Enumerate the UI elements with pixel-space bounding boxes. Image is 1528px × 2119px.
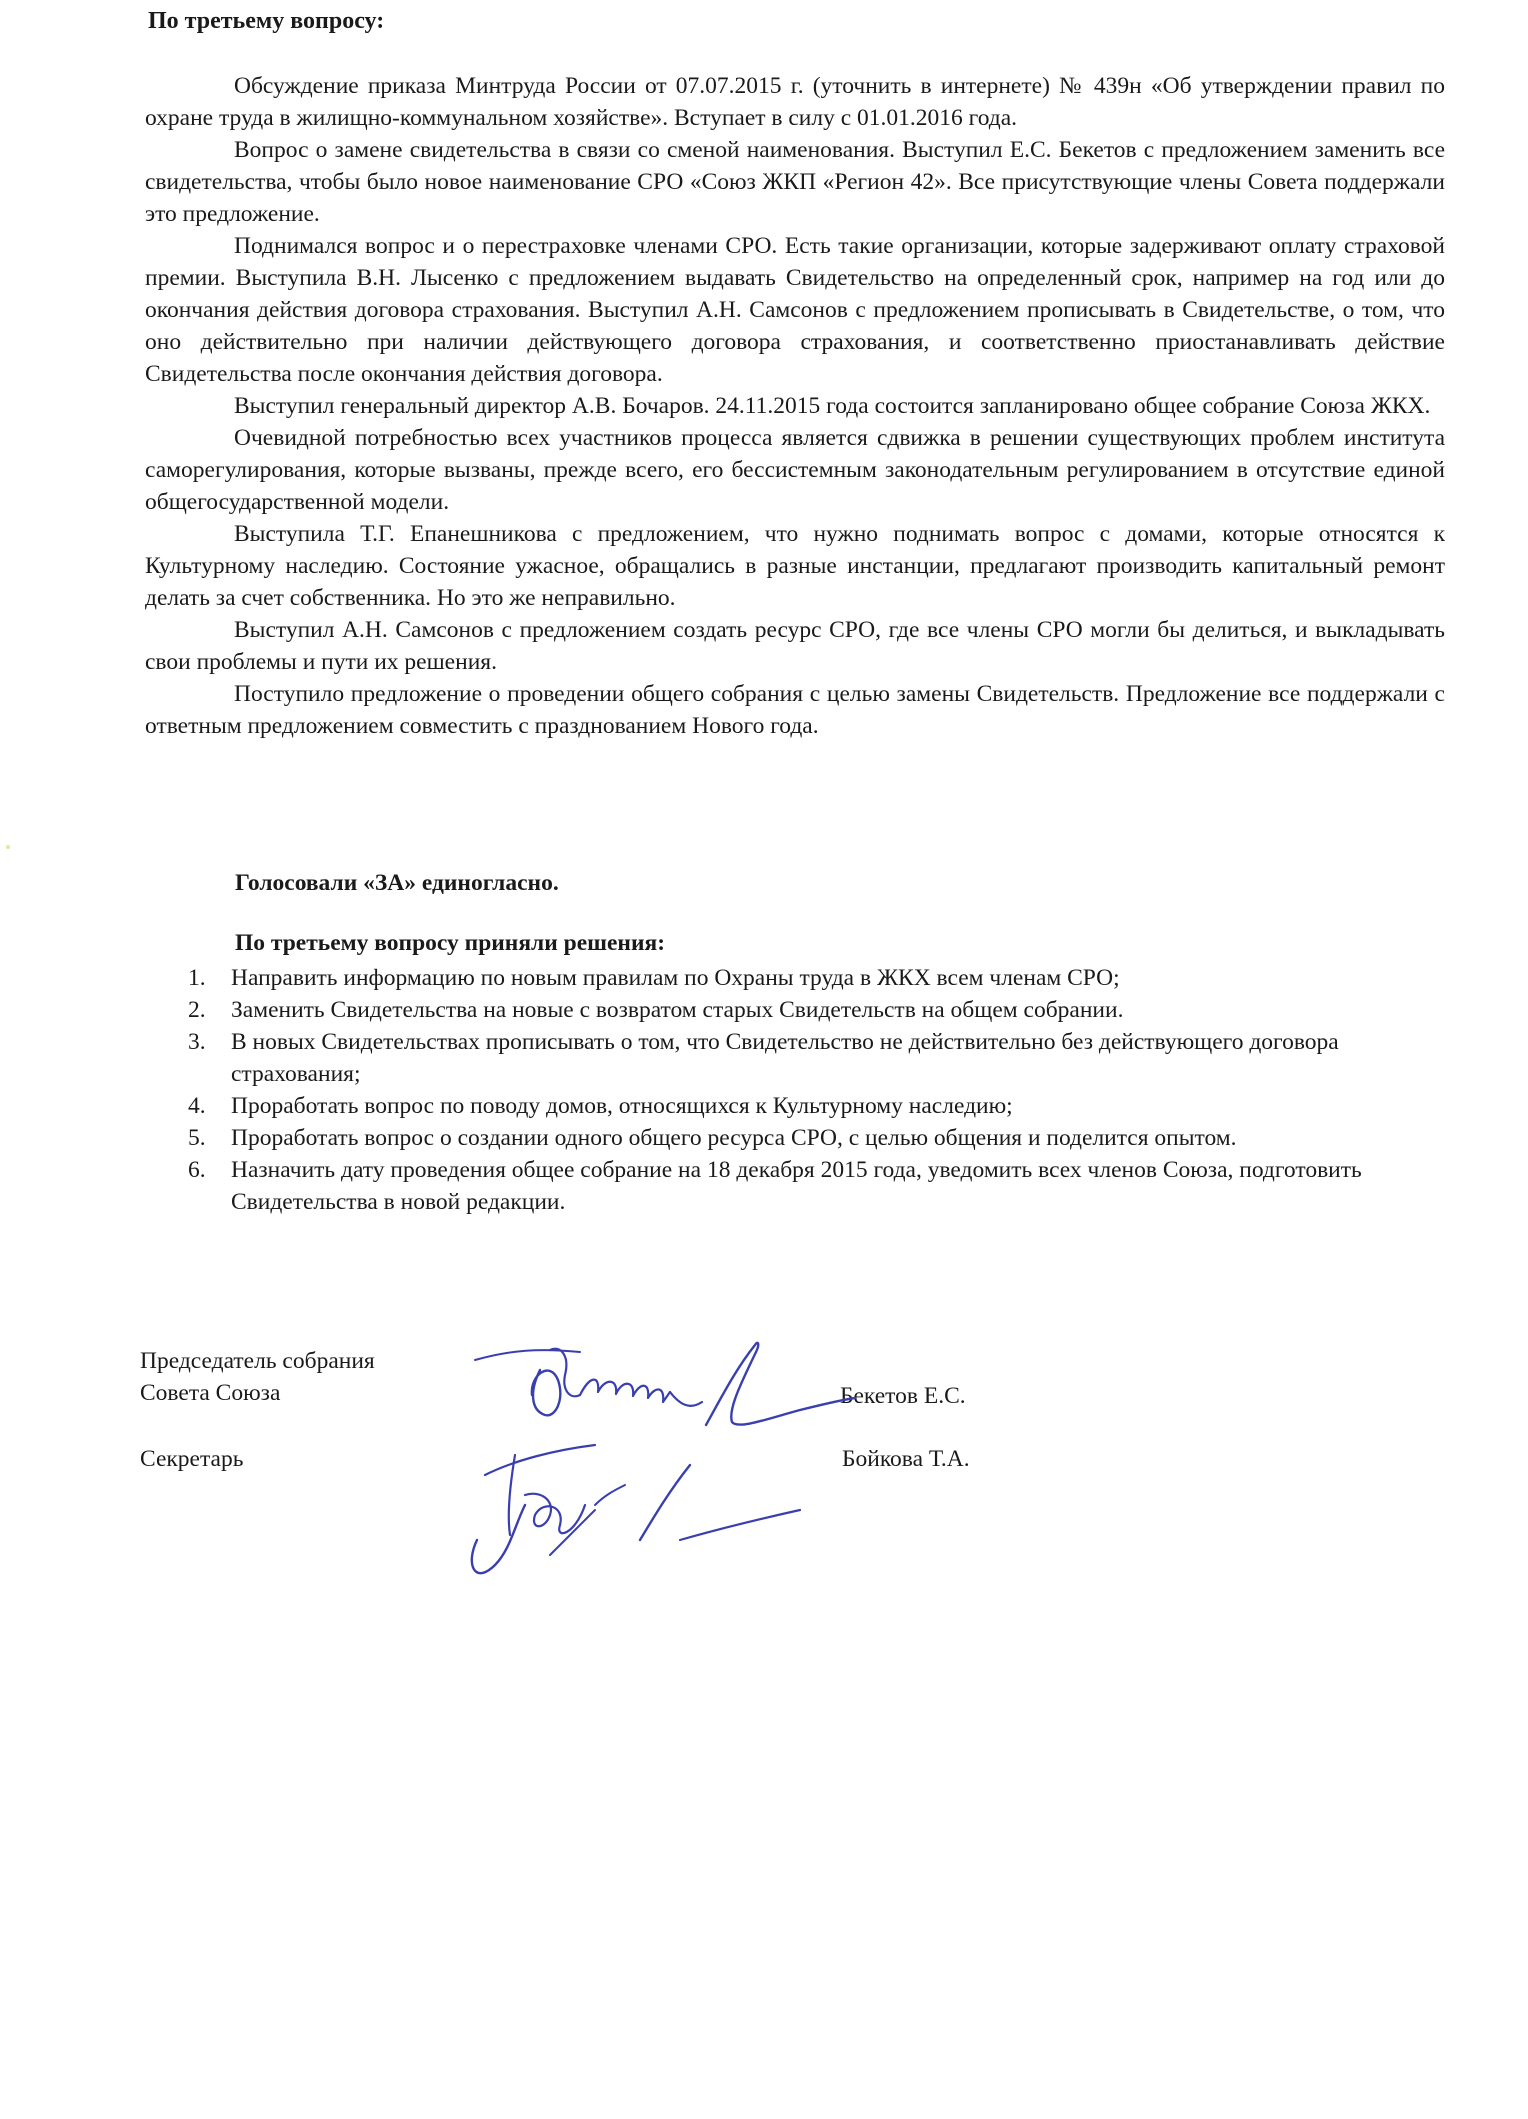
vote-result: Голосовали «ЗА» единогласно. bbox=[235, 870, 559, 896]
decision-number: 1. bbox=[188, 965, 206, 991]
decision-item bbox=[188, 962, 1448, 994]
decision-text: Назначить дату проведения общее собрание на 18 декабря 2015 года, уведомить всех членов Союза, подготовить Свидетельства в новой редакции. bbox=[231, 1157, 1362, 1215]
decision-item bbox=[188, 1154, 1448, 1218]
decision-item bbox=[188, 1026, 1448, 1090]
secretary-name: Бойкова Т.А. bbox=[842, 1446, 970, 1472]
decision-text: Направить информацию по новым правилам по Охраны труда в ЖКХ всем членам СРО; bbox=[231, 965, 1120, 991]
scan-speck bbox=[6, 845, 10, 849]
decision-number: 6. bbox=[188, 1157, 206, 1183]
decision-number: 4. bbox=[188, 1093, 206, 1119]
decision-item bbox=[188, 994, 1448, 1026]
decision-number: 2. bbox=[188, 997, 206, 1023]
chair-name: Бекетов Е.С. bbox=[840, 1383, 966, 1409]
paragraph: Вопрос о замене свидетельства в связи со сменой наименования. Выступил Е.С. Бекетов с предложением заменить все свидетельства, чтобы было новое наименование СРО «Союз ЖКП «Регион 42». Все присутствующие члены Совета поддержали это предложение. bbox=[145, 137, 1445, 227]
chair-signature bbox=[470, 1330, 860, 1450]
paragraph: Выступила Т.Г. Епанешникова с предложением, что нужно поднимать вопрос с домами, которые относятся к Культурному наследию. Состояние ужасное, обращались в разные инстанции, предлагают производить капитальный ремонт делать за счет собственника. Но это же неправильно. bbox=[145, 521, 1445, 611]
paragraph: Выступил генеральный директор А.В. Бочаров. 24.11.2015 года состоится запланировано общее собрание Союза ЖКХ. bbox=[234, 393, 1431, 419]
decision-number: 3. bbox=[188, 1029, 206, 1055]
decision-number: 5. bbox=[188, 1125, 206, 1151]
paragraph: Обсуждение приказа Минтруда России от 07.07.2015 г. (уточнить в интернете) № 439н «Об утверждении правил по охране труда в жилищно-коммунальном хозяйстве». Вступает в силу с 01.01.2016 года. bbox=[145, 73, 1445, 131]
paragraph: Выступил А.Н. Самсонов с предложением создать ресурс СРО, где все члены СРО могли бы делиться, и выкладывать свои проблемы и пути их решения. bbox=[145, 617, 1445, 675]
decision-item bbox=[188, 1090, 1448, 1122]
decisions-title: По третьему вопросу приняли решения: bbox=[235, 930, 666, 956]
secretary-signature bbox=[455, 1435, 825, 1585]
chair-role-line2: Совета Союза bbox=[140, 1380, 281, 1406]
decision-text: Проработать вопрос по поводу домов, относящихся к Культурному наследию; bbox=[231, 1093, 1013, 1119]
section-heading: По третьему вопросу: bbox=[148, 8, 385, 34]
decision-item bbox=[188, 1122, 1448, 1154]
decision-text: Проработать вопрос о создании одного общего ресурса СРО, с целью общения и поделится опытом. bbox=[231, 1125, 1237, 1151]
decisions-list bbox=[188, 962, 1448, 1218]
body-text bbox=[145, 70, 1445, 742]
secretary-role: Секретарь bbox=[140, 1446, 244, 1472]
paragraph: Очевидной потребностью всех участников процесса является сдвижка в решении существующих проблем института саморегулирования, которые вызваны, прежде всего, его бессистемным законодательным регулированием в отсутствие единой общегосударственной модели. bbox=[145, 425, 1445, 515]
chair-role bbox=[140, 1345, 375, 1409]
chair-role-line1: Председатель собрания bbox=[140, 1348, 375, 1374]
paragraph: Поднимался вопрос и о перестраховке членами СРО. Есть такие организации, которые задерживают оплату страховой премии. Выступила В.Н. Лысенко с предложением выдавать Свидетельство на определенный срок, например на год или до окончания действия договора страхования. Выступил А.Н. Самсонов с предложением прописывать в Свидетельстве, о том, что оно действительно при наличии действующего договора страхования, и соответственно приостанавливать действие Свидетельства после окончания действия договора. bbox=[145, 233, 1445, 387]
paragraph: Поступило предложение о проведении общего собрания с целью замены Свидетельств. Предложение все поддержали с ответным предложением совместить с празднованием Нового года. bbox=[145, 681, 1445, 739]
decision-text: Заменить Свидетельства на новые с возвратом старых Свидетельств на общем собрании. bbox=[231, 997, 1124, 1023]
decision-text: В новых Свидетельствах прописывать о том, что Свидетельство не действительно без действующего договора страхования; bbox=[231, 1029, 1339, 1087]
